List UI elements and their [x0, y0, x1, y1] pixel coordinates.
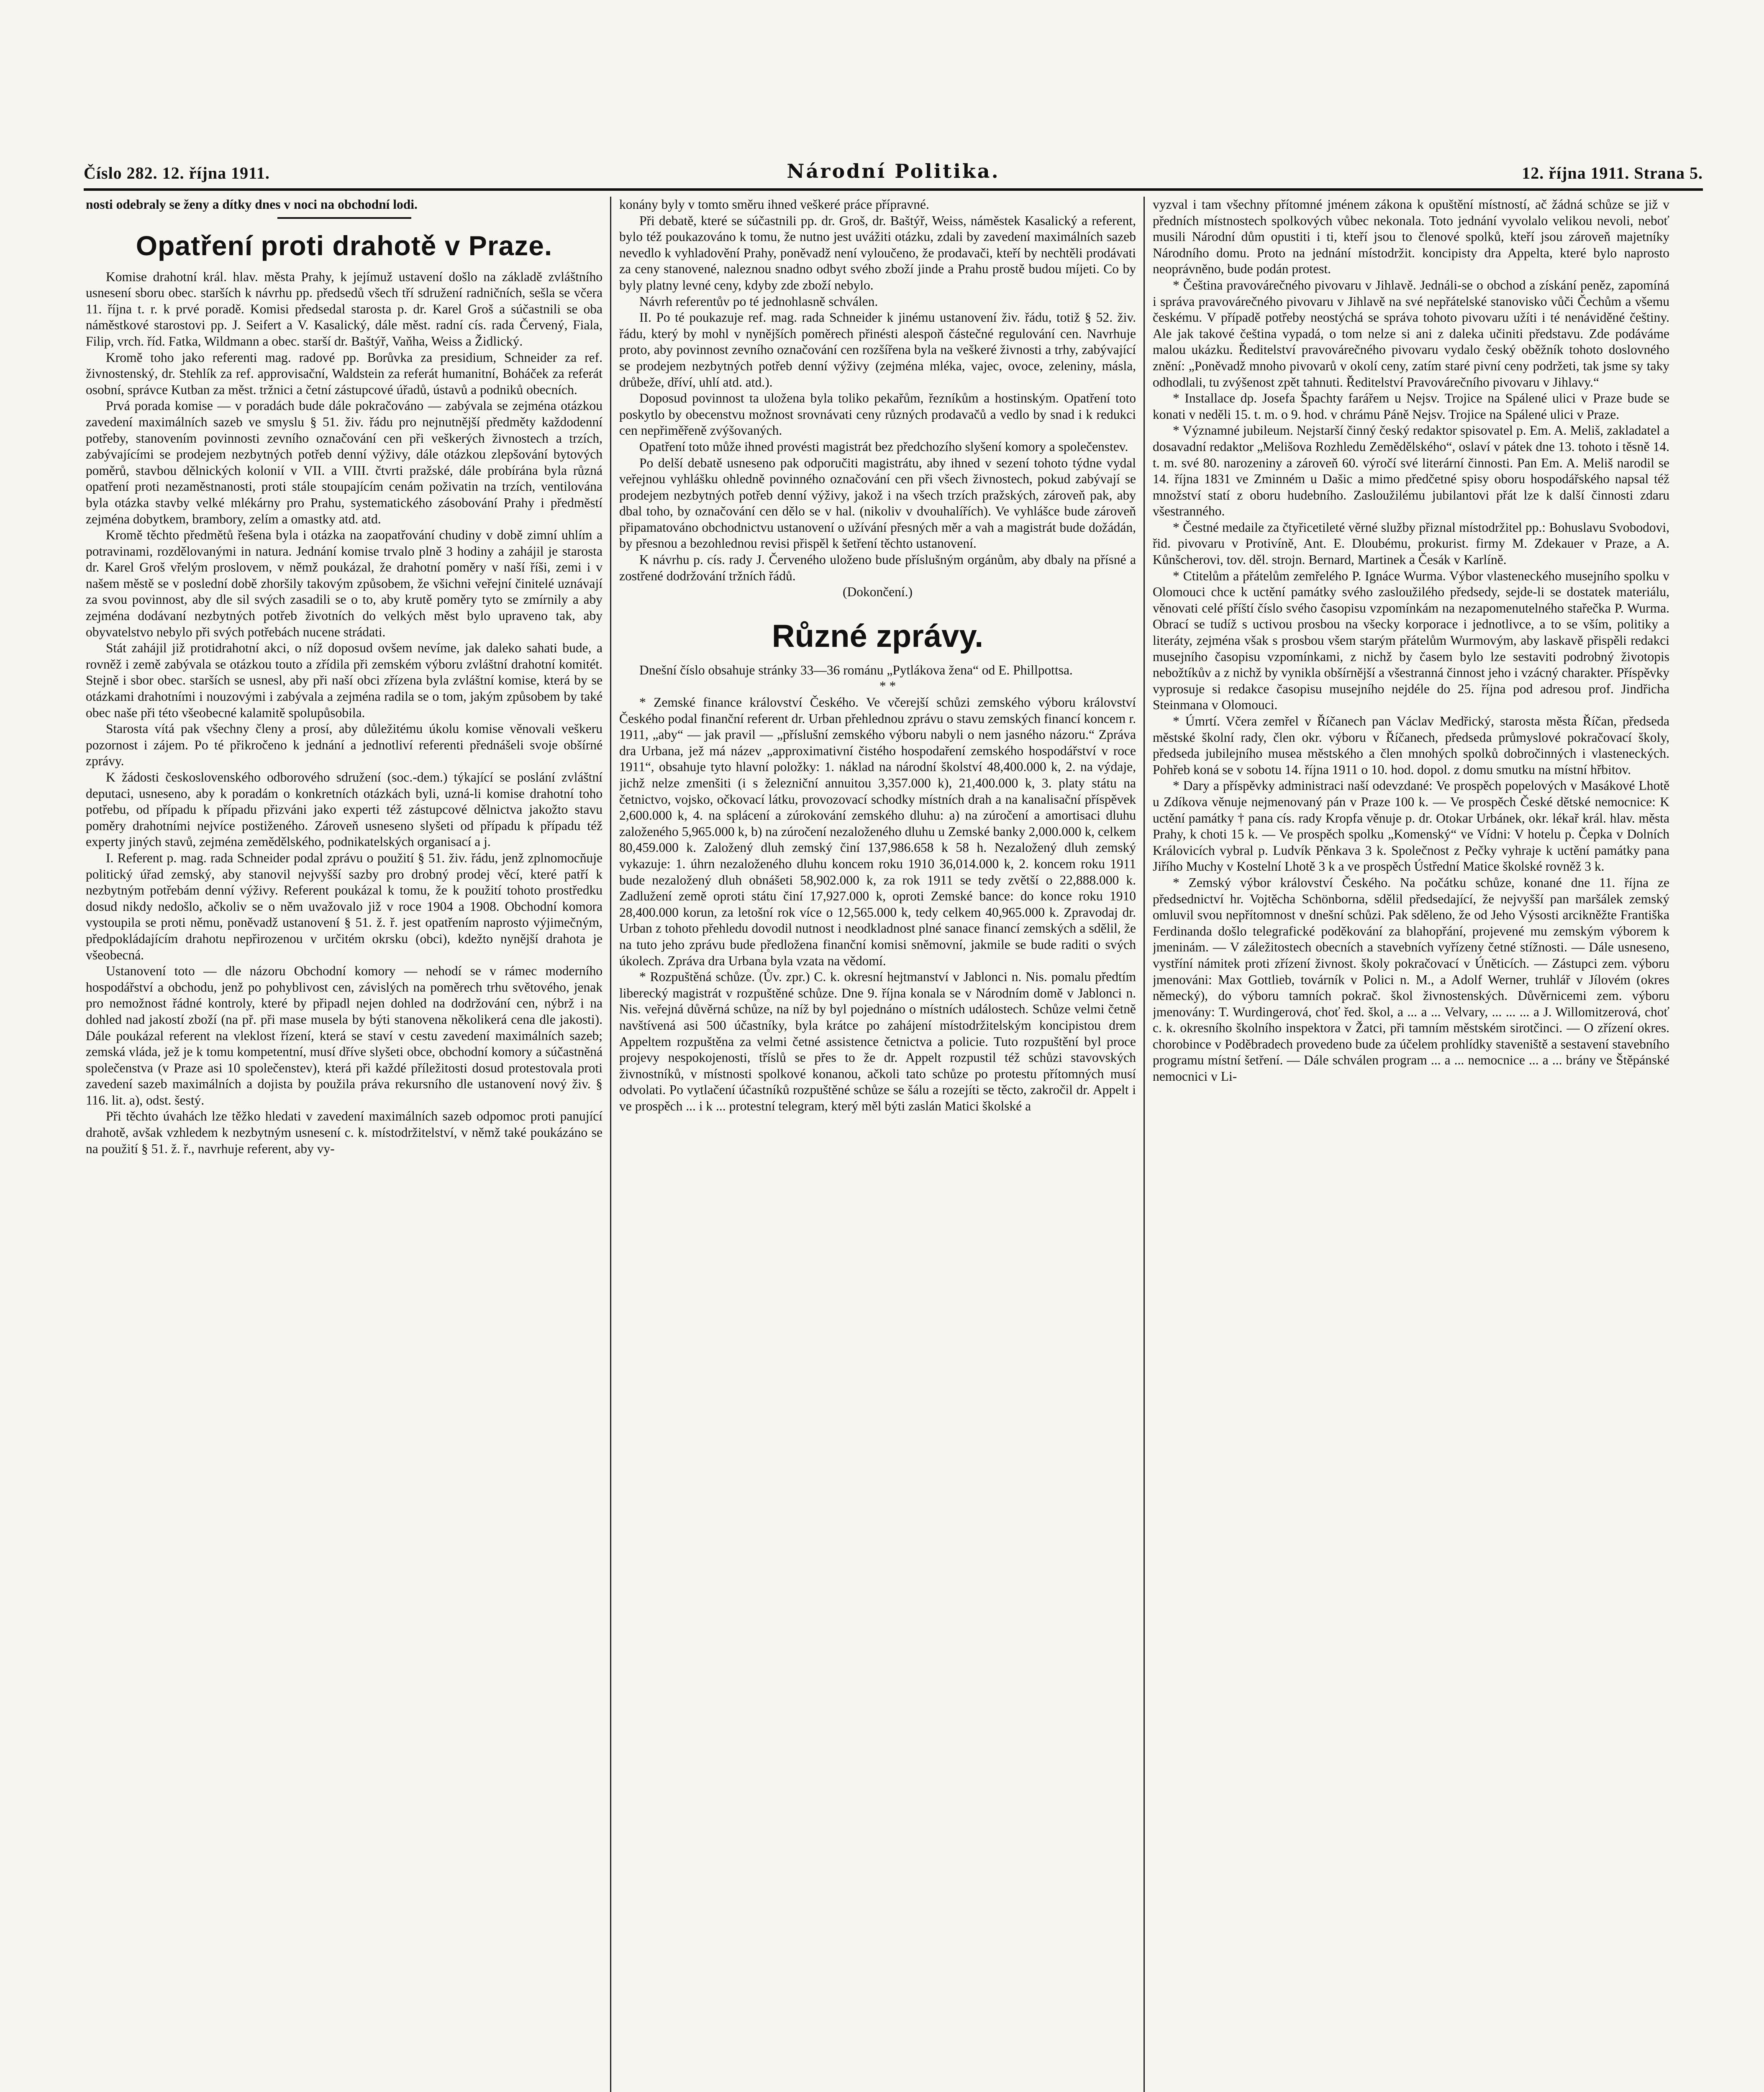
- paragraph: II. Po té poukazuje ref. mag. rada Schneider k jinému ustanovení živ. řádu, totiž § 52. živ. řádu, který by mohl v nynějších poměrech přinésti alespoň částečné regulování cen. Navrhuje proto, aby povinnost zevního označování cen rozšířena byla na veškeré živnosti a trhy, zabývající se prodejem nezbytných potřeb denní výživy (zejména mléka, vajec, ovoce, zeleniny, másla, drůbeže, dříví, uhlí atd. atd.).: [619, 310, 1136, 390]
- page-header: [84, 156, 1703, 188]
- paragraph: Při těchto úvahách lze těžko hledati v zavedení maximálních sazeb odpomoc proti panující drahotě, avšak vzhledem k nezbytným usnesení c. k. místodržitelství, v němž také poukázáno se na použití § 51. ž. ř., navrhuje referent, aby vy-: [86, 1109, 603, 1156]
- paragraph: * Úmrtí. Včera zemřel v Říčanech pan Václav Medřický, starosta města Říčan, předseda městské školní rady, člen okr. výboru v Říčanech, předseda průmyslové pokračovací školy, předseda jubilejního musea městského a člen mnohých spolků dobročinných i vlasteneckých. Pohřeb koná se v sobotu 14. října 1911 o 10. hod. dopol. z domu smutku na místní hřbitov.: [1153, 714, 1669, 777]
- newspaper-title: Národní Politika.: [787, 160, 1000, 182]
- paragraph: Ustanovení toto — dle názoru Obchodní komory — nehodí se v rámec moderního hospodářství a obchodu, jenž po pohyblivost cen, závislých na poměrech trhu světového, jenak pro nemožnost řádné kontroly, které by připadl nejen dohled na dodržování cen, nýbrž i na dohled nad jakostí zboží (na př. při mase musela by býti stanovena několikerá cena dle jakosti). Dále poukázal referent na vleklost řízení, která se staví v cestu zavedení maximálních sazeb; zemská vláda, jež je k tomu kompetentní, musí dříve slyšeti obce, obchodní komory a súčastněná společenstva (v Praze asi 10 společenstev), která při každé příležitosti dosud protestovala proti zavedení sazeb maximálních a dojista by použila práva rekursního dle ustanovení nový živ. § 116. lit. a), odst. šestý.: [86, 964, 603, 1108]
- paragraph: Po delší debatě usneseno pak odporučiti magistrátu, aby ihned v sezení tohoto týdne vydal veřejnou vyhlášku ohledně povinného označování cen při všech živnostech, pokud zabývají se prodejem nezbytných potřeb denní výživy, jakož i na všech trzích pražských, zároveň pak, aby dbal toho, by označování cen dělo se v hal. (nikoliv v dvouhalířích). Ve vyhlášce bude zároveň připamatováno obchodnictvu ustanovení o užívání přesných měr a vah a magistrát bude dožádán, by přesnou a bezohlednou revisi přispěl k šetření těchto ustanovení.: [619, 455, 1136, 551]
- issue-number-date: Číslo 282. 12. října 1911.: [84, 164, 270, 182]
- paragraph: K návrhu p. cís. rady J. Červeného uloženo bude příslušným orgánům, aby dbaly na přísné a zostřené dodržování tržních řádů.: [619, 552, 1136, 583]
- column-divider: [610, 197, 611, 2092]
- paragraph: * Installace dp. Josefa Špachty farářem u Nejsv. Trojice na Spálené ulici v Praze bude se konati v neděli 15. t. m. o 9. hod. v chrámu Páně Nejsv. Trojice na Spálené ulici v Praze.: [1153, 391, 1669, 422]
- paragraph: * Zemský výbor království Českého. Na počátku schůze, konané dne 11. října ze předsednictví hr. Vojtěcha Schönborna, sdělil předsedající, že nejvyšší pan maršálek zemský omluvil svou nepřítomnost v dnešní schůzi. Pak sděleno, že od Jeho Výsosti arcikněžte Františka Ferdinanda došlo telegrafické poděkování za blahopřání, projevené mu zemským výborem k jmeninám. — V záležitostech obecních a stavebních vyřízeny četné stížnosti. — Dále usneseno, vystříní námitek proti zřízení živnost. školy pokračovací v Úněticích. — Zástupci zem. výboru jmenováni: Max Gottlieb, továrník v Polici n. M., a Adolf Werner, truhlář v Jílovém (okres německý), do výboru tamních pokrač. škol živnostenských. Důvěrnicemi zem. výboru jmenovány: T. Wurdingerová, choť řed. škol, a ... a ... Velvary, ... ... ... a J. Willomitzerová, choť c. k. okresního školního inspektora v Žatci, při tamním městském sirotčinci. — O zřízení okres. chorobince v Poděbradech provedeno bude za účelem prohlídky staveniště a sestavení stavebního programu místní šetření. — Dále schválen program ... a ... nemocnice ... a ... brány ve Štěpánské nemocnici v Li-: [1153, 875, 1669, 1084]
- column-3: [1153, 197, 1669, 2092]
- paragraph: Starosta vítá pak všechny členy a prosí, aby důležitému úkolu komise věnovali veškeru pozornost i zájem. Po té přikročeno k jednání a jednotliví referenti přednášeli svoje obšírné zprávy.: [86, 721, 603, 769]
- paragraph: vyzval i tam všechny přítomné jménem zákona k opuštění místností, ač žádná schůze se již v předních místnostech spolkových vůbec nekonala. Toto jednání vyvolalo velikou nevoli, neboť musili Národní dům opustiti i ti, kteří jsou to členové spolků, kteří jsou zároveň majetníky Národního domu. Proto na jednání místodržit. koncipisty dra Appelta, které bylo naprosto neoprávněno, bude podán protest.: [1153, 197, 1669, 277]
- paragraph: Kromě toho jako referenti mag. radové pp. Borůvka za presidium, Schneider za ref. živnostenský, dr. Stehlík za ref. approvisační, Waldstein za referát humanitní, Boháček za referát osobní, správce Kutban za měst. tržnici a četní zástupcové úřadů, ústavů a podniků obecních.: [86, 350, 603, 397]
- section-title: Různé zprávy.: [772, 618, 984, 654]
- paragraph: Návrh referentův po té jednohlasně schválen.: [639, 294, 878, 309]
- article-separator: [277, 217, 411, 219]
- paragraph: * Významné jubileum. Nejstarší činný český redaktor spisovatel p. Em. A. Meliš, zakladatel a dosavadní redaktor „Melišova Rozhledu Zemědělského“, oslaví v pátek dne 13. tohoto i těsně 14. t. m. své 80. narozeniny a zároveň 60. výročí své literární činnosti. Pan Em. A. Meliš narodil se 14. října 1831 ve Zminném u Dašic a mimo předčetné spisy oboru hospodářského napsal též množství statí z oboru hudebního. Zasloužilému jubilantovi přát lze k další činnosti zdaru všestranného.: [1153, 423, 1669, 519]
- column-1: [86, 197, 603, 2092]
- paragraph: * Čeština pravovárečného pivovaru v Jihlavě. Jednáli-se o obchod a získání peněz, zapomíná i správa pravovárečného pivovaru v Jihlavě na své nepřátelské stanovisko vůči Čechům a všemu českému. V případě potřeby neostýchá se správa tohoto pivovaru užíti i té nenáviděné češtiny. Ale jak takové čeština vypadá, o tom nelze si ani z daleka učiniti představu. Zde podáváme malou ukázku. Ředitelství pravovárečného pivovaru vydalo český oběžník tohoto doslovného znění: „Poněvadž mnoho pivovarů v okolí ceny, zatím staré pivní ceny podržeti, tak jsme sy taky odhodlali, tu zvýšenost zpět tahnuti. Ředitelství Pravovárečního pivovaru v Jihlavy.“: [1153, 277, 1669, 390]
- paragraph: Dnešní číslo obsahuje stránky 33—36 románu „Pytlákova žena“ od E. Phillpottsa.: [639, 662, 1073, 677]
- column-divider: [1144, 197, 1145, 2092]
- paragraph: Komise drahotní král. hlav. města Prahy, k jejímuž ustavení došlo na základě zvláštního usnesení sboru obec. starších k návrhu pp. předsedů všech tří sdružení radničních, sešla se včera 11. října t. r. k prvé poradě. Komisi předsedal starosta p. dr. Karel Groš a súčastnili se oba náměstkové starostovi pp. J. Seifert a V. Kasalický, dále měst. radní cís. rada Červený, Fiala, Filip, vrch. říd. Fatka, Wildmann a obec. starší dr. Baštýř, Vaňha, Weiss a Židlický.: [86, 269, 603, 349]
- article-title: Opatření proti drahotě v Praze.: [136, 230, 553, 261]
- header-rule: [84, 188, 1703, 191]
- paragraph: Prvá porada komise — v poradách bude dále pokračováno — zabývala se zejména otázkou zavedení maximálních sazeb ve smyslu § 51. živ. řádu pro nejnutnější předměty každodenní potřeby, stanovením povinnosti zevního označování cen při veškerých živnostech a trzích, zabývajícími se prodejem nezbytných potřeb denní výživy, dále otázkou zlepšování bytových poměrů, stavbou dělnických kolonií v VII. a VIII. čtvrti pražské, dále probírána byla různá opatření proti nezaměstnanosti, proti stále stoupajícím cenám poživatin na trzích, ventilována byla otázka stavby velké mlékárny pro Prahu, systematického zásobování Prahy i předměstí zejména dobytkem, brambory, zelím a omastky atd. atd.: [86, 398, 603, 526]
- paragraph: Při debatě, které se súčastnili pp. dr. Groš, dr. Baštýř, Weiss, náměstek Kasalický a referent, bylo též poukazováno k tomu, že nutno jest uvážiti otázku, zdali by zavedení maximálních sazeb nevedlo k vyhladovění Prahy, poněvadž není vyloučeno, že prodavači, kteří by nechtěli prodávati za ceny stanovené, naleznou snadno odbyt svého zboží jinde a Prahu prostě budou míjeti. Co by byly platny levné ceny, kdyby zde zboží nebylo.: [619, 213, 1136, 292]
- paragraph: * Ctitelům a přátelům zemřelého P. Ignáce Wurma. Výbor vlasteneckého musejního spolku v Olomouci chce k uctění památky svého zasloužilého předsedy, sejde-li se dostatek materiálu, věnovati celé příští číslo svého časopisu vzpomínkám na nezapomenutelného stařečka P. Wurma. Obrací se tudíž s uctivou prosbou na všecky korporace i jednotlivce, a to se vším, politiky a literáty, zejména však s prosbou všem starým přátelům Wurmovým, aby laskavě přispěli redakci musejního časopisu vzpomínkami, z nichž by časem bylo lze sestaviti podrobný životopis nebožtíkův a z nichž by vynikla obšírnější a všestranná činnost jeho i vzácný charakter. Příspěvky vyprosuje si redakce časopisu musejního nejdéle do 25. října pod adresou prof. Jindřicha Steinmana v Olomouci.: [1153, 568, 1669, 713]
- paragraph: Kromě těchto předmětů řešena byla i otázka na zaopatřování chudiny v době zimní uhlím a potravinami, rozdělovanými in natura. Jednání komise trvalo plně 3 hodiny a zahájil je starosta dr. Karel Groš vřelým proslovem, v němž poukázal, že drahotní poměry v naší říši, zemi i v našem městě se v poslední době zhoršily takovým způsobem, že všichni veřejní činitelé uznávají za svou povinnost, aby dle sil svých zasadili se o to, aby krutě poměry tyto se zmírnily a aby zejména dodávaní nezbytných potřeb životních do velkých měst bylo upraveno tak, aby obyvatelstvo nebylo při svých potřebách nucene strádati.: [86, 528, 603, 639]
- paragraph: K žádosti československého odborového sdružení (soc.-dem.) týkající se poslání zvláštní deputaci, usneseno, aby k poradám o konkretních otázkách byli, uzná-li komise drahotní toho potřebu, od případu k případu přizváni jako experti též zástupcové dělnictva jakožto stavu poměry drahotními nejvíce postiženého. Zároveň usneseno slyšeti od případu k případu též experty jiných stavů, zejména zemědělského, podnikatelských organisací a j.: [86, 770, 603, 849]
- paragraph: * Dary a příspěvky administraci naší odevzdané: Ve prospěch popelových v Masákové Lhotě u Zdíkova věnuje nejmenovaný pán v Praze 100 k. — Ve prospěch České dětské nemocnice: K uctění památky † pana cís. rady Kropfa věnuje p. dr. Otokar Urbánek, okr. lékař král. hlav. města Prahy, k choti 15 k. — Ve prospěch spolku „Komenský“ ve Vídni: V hotelu p. Čepka v Dolních Královicích vybral p. Ludvík Pěnkava 3 k. Společnost z Pečky vyhraje k uctění památky pana Jiřího Muchy v Kostelní Lhotě 3 k a ve prospěch Ústřední Matice školské rovněž 3 k.: [1153, 778, 1669, 874]
- date-page-number: 12. října 1911. Strana 5.: [1522, 164, 1703, 182]
- paragraph: konány byly v tomto směru ihned veškeré práce přípravné.: [619, 197, 929, 212]
- paragraph: * Čestné medaile za čtyřicetileté věrné služby přiznal místodržitel pp.: Bohuslavu Svobodovi, řid. pivovaru v Protivíně, Ant. E. Dloubému, prokurist. firmy M. Zdekauer v Praze, a A. Kůnšcherovi, tov. děl. strojn. Bernard, Martinek a Česák v Karlíně.: [1153, 520, 1669, 567]
- paragraph: * Rozpuštěná schůze. (Ův. zpr.) C. k. okresní hejtmanství v Jablonci n. Nis. pomalu předtím liberecký magistrát v rozpuštěné schůze. Dne 9. října konala se v Národním domě v Jablonci n. Nis. veřejná důvěrná schůze, na níž by byl pojednáno o místních událostech. Schůze velmi četně navštívená asi 500 účastníky, byla krátce po zahájení místodržitelským koncipistou drem Appeltem rozpuštěna za velmi četné assistence četnictva a policie. Tuto rozpuštění byl proce projevy nespokojenosti, tříslů se přes to že dr. Appelt rozpustil též schůzi stavovských živnostníků, v místnosti spolkové konanou, ačkoli tato schůze po protestu přítomných musí odvolati. Po vytlačení účastníků rozpuštěné schůze se šálu a rozejíti se těcto, zakročil dr. Appelt i ve prospěch ... i k ... protestní telegram, který měl býti zaslán Matici školské a: [619, 969, 1136, 1113]
- column-2: [619, 197, 1136, 2092]
- paragraph: Opatření toto může ihned provésti magistrát bez předchozího slyšení komory a společenstev.: [639, 439, 1128, 454]
- separator-stars: * *: [879, 679, 896, 694]
- paragraph: nosti odebraly se ženy a dítky dnes v noci na obchodní lodi.: [86, 197, 418, 212]
- continuation-note: (Dokončení.): [842, 585, 913, 600]
- paragraph: Doposud povinnost ta uložena byla toliko pekařům, řezníkům a hostinským. Opatření toto poskytlo by obecenstvu možnost srovnávati ceny různých prodavačů a vedlo by snad i k redukci cen nepřiměřeně zvýšovaných.: [619, 391, 1136, 438]
- paragraph: Stát zahájil již protidrahotní akci, o níž doposud ovšem nevíme, jak daleko sahati bude, a rovněž i země zabývala se otázkou touto a zřídila při zemském výboru zvláštní drahotní komitét. Stejně i sbor obec. starších se usnesl, aby při naší obci zřízena byla zvláštní komise, která by se otázkami drahotními i nouzovými i zabývala a zejména radila se o tom, jakým způsobem by také obec naše při této všeobecné kalamitě spolupůsobila.: [86, 641, 603, 720]
- paragraph: I. Referent p. mag. rada Schneider podal zprávu o použití § 51. živ. řádu, jenž zplnomocňuje politický úřad zemský, aby stanovil nejvyšší sazby pro drobný prodej věcí, které patří k nezbytným potřebám denní výživy. Referent poukázal k tomu, že k použití tohoto prostředku dosud nikdy nedošlo, ačkoliv se o něm uvažovalo již v roce 1904 a 1908. Obchodní komora vystoupila se proti němu, poněvadž ustanovení § 51. ž. ř. jest opatřením naprosto výjimečným, předpokládajícím drahotu nepřirozenou v určitém okrsku (obci), kdežto nynější drahota je všeobecná.: [86, 850, 603, 962]
- paragraph: * Zemské finance království Českého. Ve včerejší schůzi zemského výboru království Českého podal finanční referent dr. Urban přehlednou zprávu o stavu zemských financí koncem r. 1911, „aby“ — jak pravil — „příslušní zemského výboru nabyli o nem jasného názoru.“ Zpráva dra Urbana, jež má název „approximativní čistého hospodaření zemského hospodářství v roce 1911“, obsahuje tyto hlavní položky: 1. náklad na národní školství 48,400.000 k, 2. na výdaje, jichž nelze zmenšiti (i s železniční annuitou 3,357.000 k), 21,400.000 k, 3. platy státu na četnictvo, vojsko, očkovací látku, provozovací schodky místních drah a na kanalisační příspěvek 2,600.000 k, 4. na splácení a zúrokování zemského dluhu: a) na zúročení a amortisaci dluhu založeného 5,965.000 k, b) na zúročení nezaloženého dluhu u Zemské banky 2,000.000 k, celkem 80,459.000 k. Založený dluh zemský činí 137,986.658 k 58 h. Nezaložený dluh zemský vykazuje: 1. úhrn nezaloženého dluhu koncem roku 1910 36,014.000 k, 2. koncem roku 1911 bude nezaložený dluh obnášeti 58,902.000 k, za rok 1911 se tedy zvětší o 22,888.000 k. Zadlužení země oproti státu činí 17,927.000 k, oproti Zemské bance: do konce roku 1910 28,400.000 korun, za letošní rok více o 12,565.000 k, tedy celkem 40,965.000 k. Zpravodaj dr. Urban z tohoto přehledu dovodil nutnost i neodkladnost plné sanace financí zemských a sdělil, že na tuto jeho zprávu bude předložena finanční komisi sněmovní, jakmile se bude raditi o svých úkolech. Zpráva dra Urbana byla vzata na vědomí.: [619, 695, 1136, 968]
